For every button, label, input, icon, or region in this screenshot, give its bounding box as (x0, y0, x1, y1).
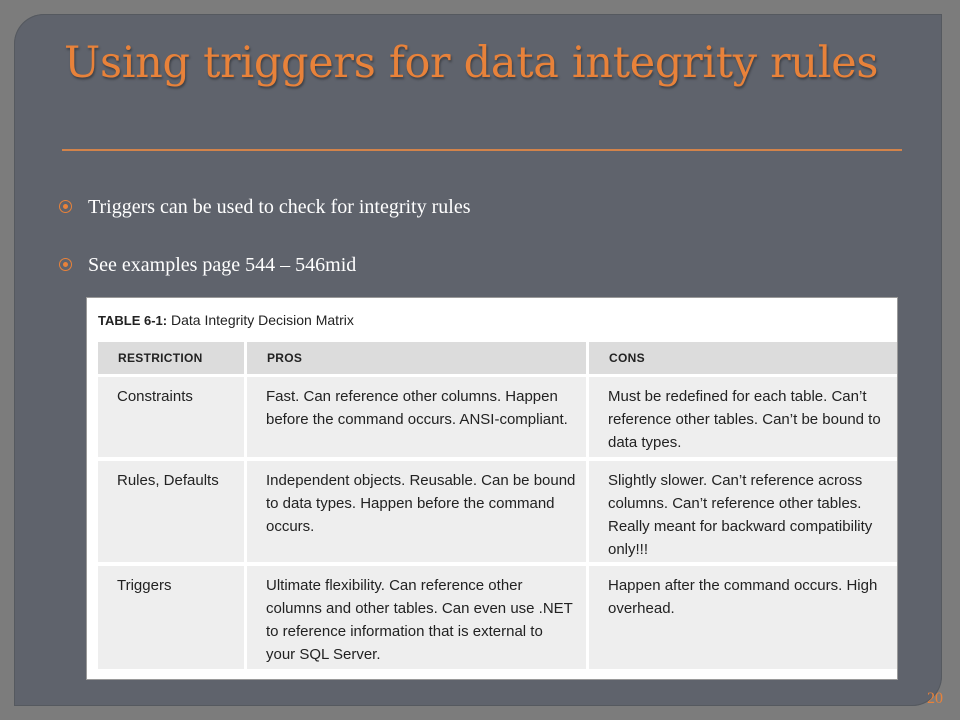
row-2-restriction: Rules, Defaults (98, 461, 244, 562)
decision-matrix-table (86, 297, 898, 680)
bullet-text: Triggers can be used to check for integrity rules (88, 196, 471, 218)
slide-title: Using triggers for data integrity rules (64, 38, 879, 88)
bullet-text: See examples page 544 – 546mid (88, 254, 357, 276)
bullet-item-1 (59, 196, 471, 219)
header-cons: CONS (589, 342, 897, 374)
row-3-restriction: Triggers (98, 566, 244, 669)
table-caption-text: Data Integrity Decision Matrix (171, 312, 354, 328)
header-pros: PROS (247, 342, 586, 374)
title-divider (62, 149, 902, 151)
row-1-cons: Must be redefined for each table. Can’t reference other tables. Can’t be bound to data types. (589, 377, 897, 457)
row-1-restriction: Constraints (98, 377, 244, 457)
page-number: 20 (927, 690, 943, 707)
row-3-cons: Happen after the command occurs. High overhead. (589, 566, 897, 669)
bullet-icon (59, 258, 72, 271)
row-3-pros: Ultimate flexibility. Can reference other columns and other tables. Can even use .NET to reference information that is external to your SQL Server. (247, 566, 586, 669)
table-caption-label: TABLE 6-1: (98, 313, 168, 328)
header-restriction: RESTRICTION (98, 342, 244, 374)
bullet-item-2 (59, 254, 356, 277)
row-1-pros: Fast. Can reference other columns. Happen before the command occurs. ANSI-compliant. (247, 377, 586, 457)
bullet-icon (59, 200, 72, 213)
row-2-pros: Independent objects. Reusable. Can be bound to data types. Happen before the command occurs. (247, 461, 586, 562)
table-caption (98, 312, 354, 328)
row-2-cons: Slightly slower. Can’t reference across columns. Can’t reference other tables. Really meant for backward compatibility only!!! (589, 461, 897, 562)
